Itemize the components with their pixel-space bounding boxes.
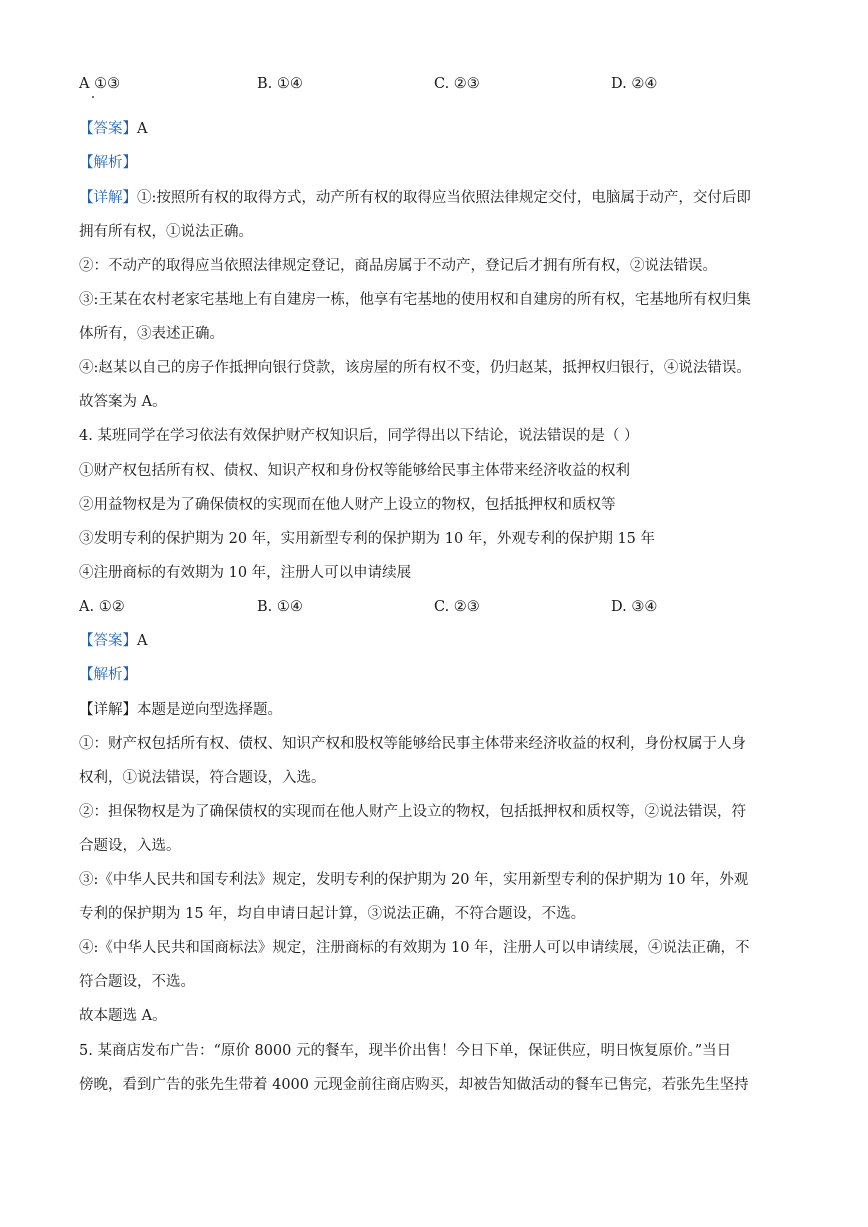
q4-statement-1: ①财产权包括所有权、债权、知识产权和身份权等能够给民事主体带来经济收益的权利 — [79, 463, 630, 479]
answer-label: 【答案】 — [79, 121, 137, 137]
q3-option-d: D. ②④ — [611, 76, 658, 92]
q4-detail-p4-line1: ④:《中华人民共和国商标法》规定，注册商标的有效期为 10 年，注册人可以申请续展，④说法正确，不 — [79, 940, 750, 956]
q4-option-a: A. ①② — [79, 599, 125, 615]
detail-label: 【详解】 — [79, 702, 137, 718]
answer-value: A — [137, 633, 148, 649]
q4-detail-p2-line1: ②：担保物权是为了确保债权的实现而在他人财产上设立的物权，包括抵押权和质权等，②说法错误，符 — [79, 804, 746, 820]
detail-text: ①:按照所有权的取得方式，动产所有权的取得应当依照法律规定交付，电脑属于动产，交付后即 — [137, 190, 751, 206]
q4-detail-p2-line2: 合题设，入选。 — [79, 838, 181, 854]
detail-text: 本题是逆向型选择题。 — [137, 702, 282, 718]
q4-detail-p3-line2: 专利的保护期为 15 年，均自申请日起计算，③说法正确，不符合题设，不选。 — [79, 906, 586, 922]
q3-option-b: B. ①④ — [257, 76, 303, 92]
q4-statement-4: ④注册商标的有效期为 10 年，注册人可以申请续展 — [79, 565, 412, 581]
q4-detail-p1-line1: ①：财产权包括所有权、债权、知识产权和股权等能够给民事主体带来经济收益的权利，身份权属于人身 — [79, 736, 746, 752]
q3-detail-p2: ②：不动产的取得应当依照法律规定登记，商品房属于不动产，登记后才拥有所有权，②说法错误。 — [79, 258, 717, 274]
q4-option-c: C. ②③ — [434, 599, 480, 615]
q3-detail-p3-line2: 体所有，③表述正确。 — [79, 326, 224, 342]
q5-stem-line2: 傍晚，看到广告的张先生带着 4000 元现金前往商店购买，却被告知做活动的餐车已售完，若张先生坚持 — [79, 1077, 749, 1093]
q4-option-d: D. ③④ — [611, 599, 658, 615]
q4-detail-p4-line2: 符合题设，不选。 — [79, 974, 195, 990]
q4-stem: 4. 某班同学在学习依法有效保护财产权知识后，同学得出以下结论，说法错误的是（ ） — [79, 428, 639, 444]
q3-detail-p3-line1: ③:王某在农村老家宅基地上有自建房一栋，他享有宅基地的使用权和自建房的所有权，宅基地所有权归集 — [79, 292, 751, 308]
q4-statement-2: ②用益物权是为了确保债权的实现而在他人财产上设立的物权，包括抵押权和质权等 — [79, 497, 616, 513]
q4-answer — [79, 631, 147, 651]
q4-detail-p1-line2: 权利，①说法错误，符合题设，入选。 — [79, 770, 326, 786]
q5-stem-line1: 5. 某商店发布广告：“原价 8000 元的餐车，现半价出售！今日下单，保证供应，明日恢复原价。”当日 — [79, 1043, 732, 1059]
q4-statement-3: ③发明专利的保护期为 20 年，实用新型专利的保护期为 10 年，外观专利的保护期 15 年 — [79, 531, 656, 547]
answer-label: 【答案】 — [79, 633, 137, 649]
detail-label: 【详解】 — [79, 190, 137, 206]
q3-option-c: C. ②③ — [434, 76, 480, 92]
stray-dot — [92, 96, 94, 98]
q4-conclusion: 故本题选 A。 — [79, 1008, 167, 1024]
q4-detail-intro — [79, 700, 282, 720]
q3-detail-p1-line2: 拥有所有权，①说法正确。 — [79, 224, 253, 240]
q3-answer — [79, 119, 147, 139]
q3-analysis-label: 【解析】 — [79, 155, 137, 171]
q4-option-b: B. ①④ — [257, 599, 303, 615]
q3-detail-p1-line1 — [79, 188, 751, 208]
q4-analysis-label: 【解析】 — [79, 667, 137, 683]
q4-detail-p3-line1: ③:《中华人民共和国专利法》规定，发明专利的保护期为 20 年，实用新型专利的保护期为 10 年，外观 — [79, 872, 749, 888]
q3-detail-p4: ④:赵某以自己的房子作抵押向银行贷款，该房屋的所有权不变，仍归赵某，抵押权归银行，④说法错误。 — [79, 360, 751, 376]
answer-value: A — [137, 121, 148, 137]
q3-option-a: A ①③ — [79, 76, 121, 92]
q3-conclusion: 故答案为 A。 — [79, 394, 167, 410]
